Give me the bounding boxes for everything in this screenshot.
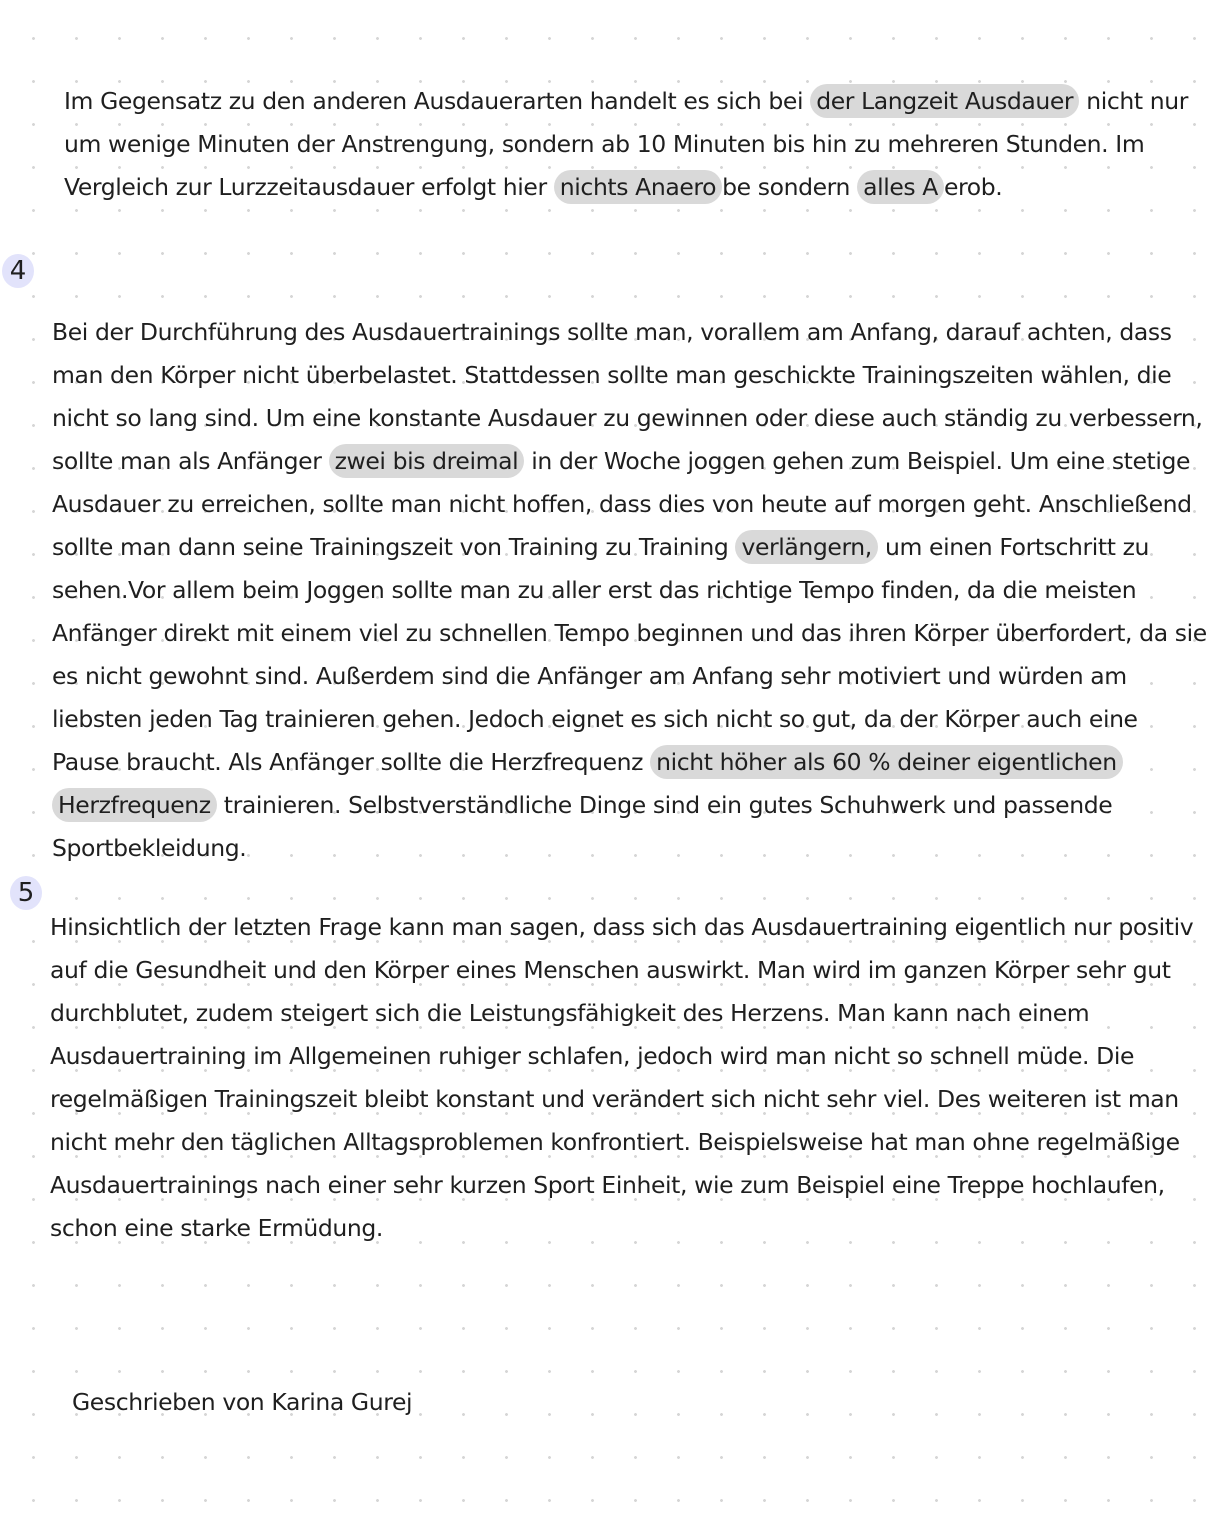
text-line: nicht so lang sind. Um eine konstante Ausdauer zu gewinnen oder diese auch ständig zu verbessern, xyxy=(52,404,1203,432)
text-line: schon eine starke Ermüdung. xyxy=(50,1214,384,1242)
text-line: nicht mehr den täglichen Alltagsproblemen konfrontiert. Beispielsweise hat man ohne regelmäßige xyxy=(50,1128,1180,1156)
paragraph-section-5 xyxy=(50,906,1193,1250)
text-line: es nicht gewohnt sind. Außerdem sind die Anfänger am Anfang sehr motiviert und würden am xyxy=(52,662,1127,690)
highlighted-text: zwei bis dreimal xyxy=(329,444,525,478)
text-line: um wenige Minuten der Anstrengung, sondern ab 10 Minuten bis hin zu mehreren Stunden. Im xyxy=(64,130,1145,158)
text-line: sehen.Vor allem beim Joggen sollte man zu aller erst das richtige Tempo finden, da die meisten xyxy=(52,576,1137,604)
text-line: Hinsichtlich der letzten Frage kann man sagen, dass sich das Ausdauertraining eigentlich nur positiv xyxy=(50,913,1194,941)
highlighted-text: Herzfrequenz xyxy=(52,788,217,822)
text-line: Ausdauertraining im Allgemeinen ruhiger schlafen, jedoch wird man nicht so schnell müde. Die xyxy=(50,1042,1135,1070)
highlighted-text: nicht höher als 60 % deiner eigentlichen xyxy=(650,745,1123,779)
text-line: Pause braucht. Als Anfänger sollte die Herzfrequenz nicht höher als 60 % deiner eigentlichen xyxy=(52,741,1207,784)
text-line: regelmäßigen Trainingszeit bleibt konstant und verändert sich nicht sehr viel. Des weiteren ist man xyxy=(50,1085,1179,1113)
text-line: Sportbekleidung. xyxy=(52,834,247,862)
text-line: durchblutet, zudem steigert sich die Leistungsfähigkeit des Herzens. Man kann nach einem xyxy=(50,999,1090,1027)
text-line: Ausdauertrainings nach einer sehr kurzen Sport Einheit, wie zum Beispiel eine Treppe hochlaufen, xyxy=(50,1171,1165,1199)
text-line: Bei der Durchführung des Ausdauertrainings sollte man, vorallem am Anfang, darauf achten, dass xyxy=(52,318,1172,346)
text-line: auf die Gesundheit und den Körper eines Menschen auswirkt. Man wird im ganzen Körper sehr gut xyxy=(50,956,1171,984)
text-line: sollte man als Anfänger zwei bis dreimal in der Woche joggen gehen zum Beispiel. Um eine stetige xyxy=(52,440,1207,483)
text-line: man den Körper nicht überbelastet. Stattdessen sollte man geschickte Trainingszeiten wählen, die xyxy=(52,361,1172,389)
paragraph-section-3 xyxy=(64,80,1188,209)
text-line: sollte man dann seine Trainingszeit von Training zu Training verlängern, um einen Fortschritt zu xyxy=(52,526,1207,569)
text-line: liebsten jeden Tag trainieren gehen. Jedoch eignet es sich nicht so gut, da der Körper auch eine xyxy=(52,705,1138,733)
highlighted-text: alles A xyxy=(857,170,944,204)
section-number-4: 4 xyxy=(2,254,34,288)
signature: Geschrieben von Karina Gurej xyxy=(72,1388,413,1416)
text-line: Vergleich zur Lurzzeitausdauer erfolgt hier nichts Anaero be sondern alles A erob. xyxy=(64,166,1188,209)
text-line: Herzfrequenz trainieren. Selbstverständliche Dinge sind ein gutes Schuhwerk und passende xyxy=(52,784,1207,827)
highlighted-text: verlängern, xyxy=(735,530,877,564)
highlighted-text: der Langzeit Ausdauer xyxy=(810,84,1079,118)
section-number-5: 5 xyxy=(10,876,42,910)
text-line: Anfänger direkt mit einem viel zu schnellen Tempo beginnen und das ihren Körper überfordert, da sie xyxy=(52,619,1207,647)
paragraph-section-4 xyxy=(52,311,1207,870)
text-line: Im Gegensatz zu den anderen Ausdauerarten handelt es sich bei der Langzeit Ausdauer nicht nur xyxy=(64,80,1188,123)
text-line: Ausdauer zu erreichen, sollte man nicht hoffen, dass dies von heute auf morgen geht. Anschließend xyxy=(52,490,1192,518)
highlighted-text: nichts Anaero xyxy=(554,170,722,204)
